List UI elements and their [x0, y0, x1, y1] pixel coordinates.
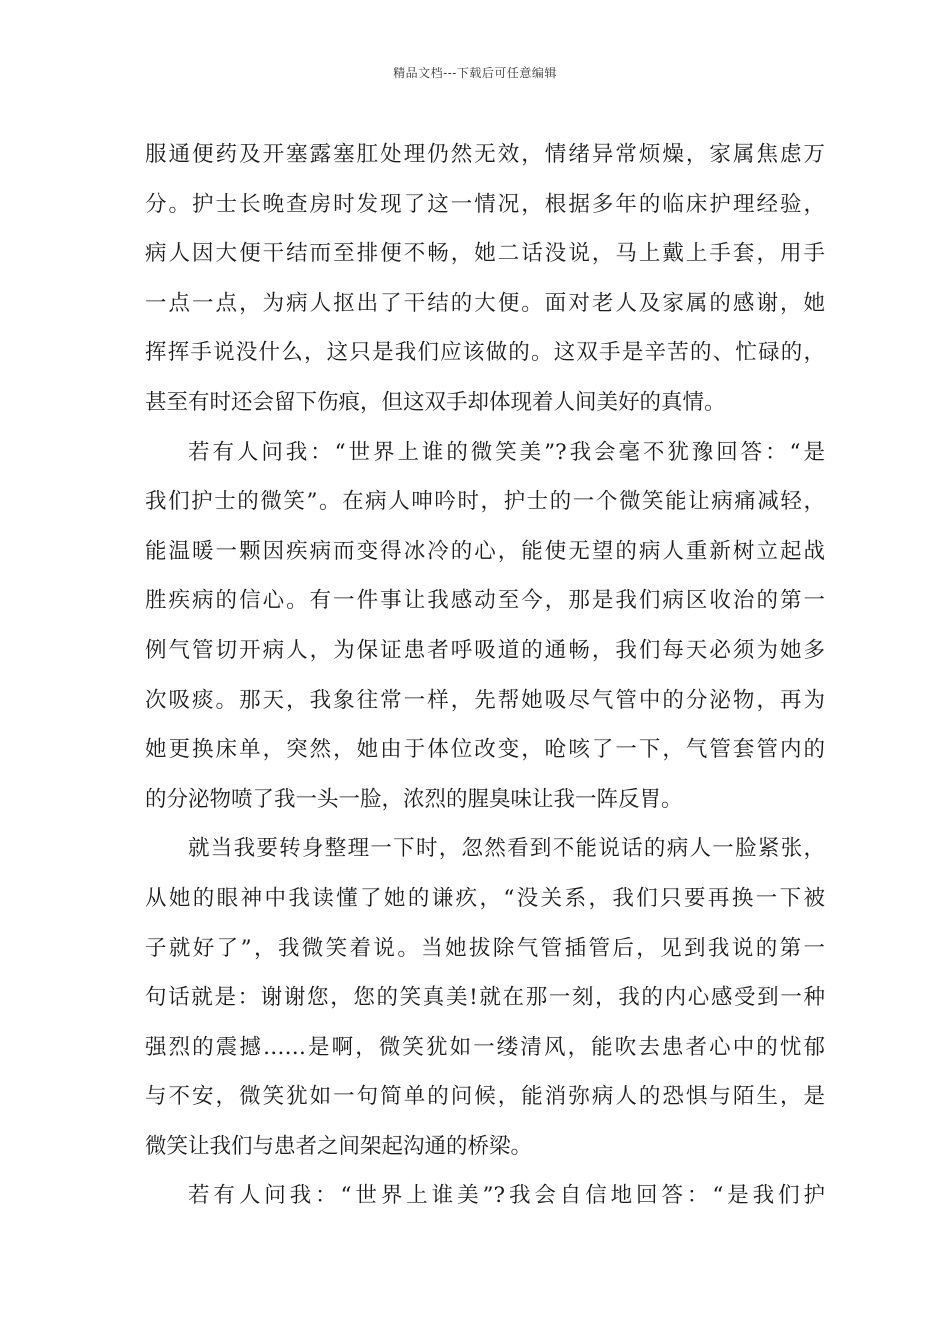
text-line: 一点一点，为病人抠出了干结的大便。面对老人及家属的感谢，她	[145, 290, 825, 316]
text-line: 她更换床单，突然，她由于体位改变，呛咳了一下，气管套管内的	[145, 737, 825, 763]
text-line: 服通便药及开塞露塞肛处理仍然无效，情绪异常烦燥，家属焦虑万	[145, 142, 825, 167]
text-line: 能温暖一颗因疾病而变得冰冷的心，能使无望的病人重新树立起战	[145, 538, 825, 564]
text-line: 甚至有时还会留下伤痕，但这双手却体现着人间美好的真情。	[145, 389, 726, 415]
page-header: 精品文档---下载后可任意编辑	[393, 66, 557, 80]
text-line: 若有人问我：“世界上谁的微笑美”?我会毫不犹豫回答：“是	[188, 439, 825, 465]
text-line: 分。护士长晚查房时发现了这一情况，根据多年的临床护理经验，	[145, 191, 825, 217]
text-line: 病人因大便干结而至排便不畅，她二话没说，马上戴上手套，用手	[145, 241, 825, 267]
text-line: 次吸痰。那天，我象往常一样，先帮她吸尽气管中的分泌物，再为	[145, 687, 825, 713]
text-line: 例气管切开病人，为保证患者呼吸道的通畅，我们每天必须为她多	[145, 637, 825, 663]
text-line: 微笑让我们与患者之间架起沟通的桥梁。	[145, 1133, 533, 1159]
text-line: 从她的眼神中我读懂了她的谦疚，“没关系，我们只要再换一下被	[145, 885, 825, 911]
text-line: 我们护士的微笑”。在病人呻吟时，护士的一个微笑能让病痛减轻，	[145, 489, 825, 515]
text-line: 强烈的震撼……是啊，微笑犹如一缕清风，能吹去患者心中的忧郁	[145, 1034, 825, 1060]
text-line: 若有人问我：“世界上谁美”?我会自信地回答：“是我们护	[188, 1183, 825, 1209]
text-line: 句话就是：谢谢您，您的笑真美!就在那一刻，我的内心感受到一种	[145, 985, 825, 1011]
text-line: 子就好了”，我微笑着说。当她拔除气管插管后，见到我说的第一	[145, 935, 825, 961]
text-line: 就当我要转身整理一下时，忽然看到不能说话的病人一脸紧张，	[188, 836, 825, 862]
text-line: 的分泌物喷了我一头一脸，浓烈的腥臭味让我一阵反胃。	[145, 786, 683, 812]
document-body	[145, 130, 825, 1221]
text-line: 胜疾病的信心。有一件事让我感动至今，那是我们病区收治的第一	[145, 588, 825, 614]
text-line: 挥挥手说没什么，这只是我们应该做的。这双手是辛苦的、忙碌的，	[145, 340, 825, 366]
text-line: 与不安，微笑犹如一句简单的问候，能消弥病人的恐惧与陌生，是	[145, 1084, 825, 1110]
